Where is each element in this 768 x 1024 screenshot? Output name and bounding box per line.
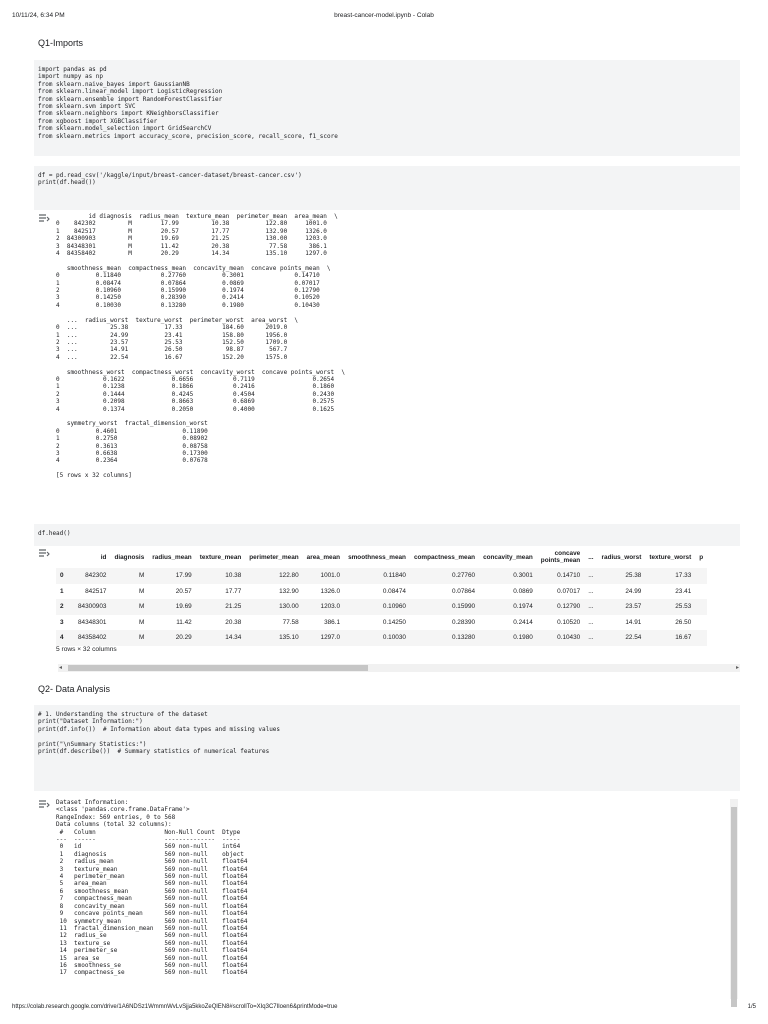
- table-cell: 842302: [74, 568, 110, 584]
- table-cell: 0.10960: [344, 599, 410, 615]
- output-toggle-icon[interactable]: [38, 213, 50, 223]
- table-cell: 0.0869: [513, 587, 533, 595]
- table-cell: ...: [588, 587, 594, 595]
- table-cell: 25.38: [598, 568, 646, 584]
- column-header: texture_worst: [649, 553, 692, 561]
- row-index: 0: [56, 568, 74, 584]
- table-cell: 17.99: [148, 568, 195, 584]
- table-cell: 84358402: [74, 630, 110, 646]
- scroll-right-icon[interactable]: ▸: [735, 664, 739, 671]
- print-datetime: 10/11/24, 6:34 PM: [12, 12, 65, 19]
- scrollbar-thumb[interactable]: [731, 807, 737, 1007]
- table-cell: [695, 584, 707, 600]
- code-imports[interactable]: import pandas as pd import numpy as np from sklearn.naive_bayes import GaussianNB from sklearn.linear_model import LogisticRegression from sklearn.ensemble import RandomForestClassifier from sklearn.svm import SVC from sklearn.neighbors import KNeighborsClassifier from xgboost import XGBClassifier from sklearn.model_selection import GridSearchCV from sklearn.metrics import accuracy_score, precision_score, recall_score, f1_score: [38, 66, 338, 140]
- output-info: [34, 799, 740, 999]
- code-analysis[interactable]: # 1. Understanding the structure of the dataset print("Dataset Information:") print(df.info()) # Information about data types and missing values print("\nSummary Statistics:") print(df.describe()) # Summary statistics of numerical features: [38, 711, 281, 756]
- table-cell: 0.10430: [537, 630, 584, 646]
- code-cell-df-head[interactable]: [34, 524, 740, 546]
- code-cell-imports[interactable]: [34, 60, 740, 156]
- table-cell: ...: [584, 568, 597, 584]
- table-row: [56, 568, 707, 584]
- table-cell: 23.41: [675, 587, 692, 595]
- print-header: [12, 12, 756, 24]
- column-header: perimeter_mean: [249, 553, 299, 561]
- table-cell: 11.42: [176, 618, 192, 626]
- row-index: 4: [56, 630, 74, 646]
- table-cell: 122.80: [245, 568, 302, 584]
- table-cell: ...: [588, 618, 594, 626]
- table-cell: 0.14710: [537, 568, 584, 584]
- section-heading-q2: Q2- Data Analysis: [38, 684, 111, 694]
- table-cell: 1297.0: [303, 630, 344, 646]
- table-cell: [695, 599, 707, 615]
- table-cell: ...: [584, 599, 597, 615]
- table-cell: M: [110, 630, 148, 646]
- table-row: [56, 630, 707, 646]
- scrollbar-thumb[interactable]: [68, 665, 368, 671]
- stdout-info-text: Dataset Information: <class 'pandas.core.frame.DataFrame'> RangeIndex: 569 entries, 0 to 568 Data columns (total 32 columns): # Column Non-Null Count Dtype --- ------ -------------- ----- 0 id 569 non-null int64 1 diagnosis 569 non-null object 2 radius_mean 569 non-null float64 3 texture_mean 569 non-null float64 4 perimeter_mean 569 non-null float64 5 area_mean 569 non-null float64 6 smoothness_mean 569 non-null float64 7 compactness_mean 569 non-null float64 8 concavity_mean 569 non-null float64 9 concave points_mean 569 non-null float64 10 symmetry_mean 569 non-null float64 11 fractal_dimension_mean 569 non-null float64 12 radius_se 569 non-null float64 13 texture_se 569 non-null float64 14 perimeter_se 569 non-null float64 15 area_se 569 non-null float64 16 smoothness_se 569 non-null float64 17 compactness_se 569 non-null float64: [56, 799, 248, 977]
- row-index: 2: [56, 599, 74, 615]
- table-cell: 0.10520: [557, 618, 581, 626]
- column-header: concave points_mean: [540, 550, 581, 564]
- table-cell: [695, 630, 707, 646]
- table-cell: 26.50: [675, 618, 692, 626]
- dataframe-table: [56, 546, 707, 646]
- table-cell: 386.1: [324, 618, 341, 626]
- code-cell-read-csv[interactable]: [34, 166, 740, 210]
- table-cell: 0.27760: [410, 568, 479, 584]
- table-cell: 0.14250: [382, 618, 406, 626]
- rows-columns-note: 5 rows × 32 columns: [56, 646, 117, 653]
- column-header: id: [100, 553, 107, 561]
- table-cell: 24.99: [625, 587, 642, 595]
- table-cell: 19.69: [148, 599, 195, 615]
- table-cell: 0.13280: [410, 630, 479, 646]
- table-cell: 0.3001: [479, 568, 537, 584]
- table-cell: 0.07017: [557, 587, 581, 595]
- table-cell: M: [138, 618, 145, 626]
- column-header: p: [699, 553, 704, 561]
- column-header: smoothness_mean: [348, 553, 406, 561]
- table-cell: 0.1980: [479, 630, 537, 646]
- horizontal-scrollbar[interactable]: [58, 664, 740, 672]
- table-cell: 0.28390: [451, 618, 476, 626]
- column-header: ...: [588, 553, 594, 561]
- table-cell: [695, 568, 707, 584]
- table-row: [56, 584, 707, 600]
- column-header: radius_mean: [152, 553, 192, 561]
- table-cell: 21.25: [196, 599, 246, 615]
- table-cell: [695, 615, 707, 631]
- table-cell: 0.11840: [344, 568, 410, 584]
- table-cell: 10.38: [196, 568, 246, 584]
- table-cell: 0.08474: [382, 587, 406, 595]
- table-cell: 25.53: [645, 599, 695, 615]
- print-title: breast-cancer-model.ipynb - Colab: [334, 12, 434, 19]
- column-header: [56, 546, 74, 568]
- table-cell: 20.57: [175, 587, 192, 595]
- table-cell: 1001.0: [303, 568, 344, 584]
- table-cell: 77.58: [282, 618, 299, 626]
- column-header: radius_worst: [601, 553, 642, 561]
- print-footer: [12, 1004, 756, 1016]
- table-cell: M: [110, 599, 148, 615]
- stdout-head-text: id diagnosis radius_mean texture_mean perimeter_mean area_mean \ 0 842302 M 17.99 10.38 122.80 1001.0 1 842517 M 20.57 17.77 132.90 1326.0 2 84300903 M 19.69 21.25 130.00 1203.0 3 84348301 M 11.42 20.38 77.58 386.1 4 84358402 M 20.29 14.34 135.10 1297.0 smoothness_mean compactness_mean concavity_mean concave points_mean \ 0 0.11840 0.27760 0.3001 0.14710 1 0.08474 0.07864 0.0869 0.07017 2 0.10960 0.15990 0.1974 0.12790 3 0.14250 0.28390 0.2414 0.10520 4 0.10030 0.13280 0.1980 0.10430 ... radius_worst texture_worst perimeter_worst area_worst \ 0 ... 25.38 17.33 184.60 2019.0 1 ... 24.99 23.41 158.80 1956.0 2 ... 23.57 25.53 152.50 1709.0 3 ... 14.91 26.50 98.87 567.7 4 ... 22.54 16.67 152.20 1575.0 smoothness_worst compactness_worst concavity_worst concave points_worst \ 0 0.1622 0.6656 0.7119 0.2654 1 0.1238 0.1866 0.2416 0.1860 2 0.1444 0.4245 0.4504 0.2430 3 0.2098 0.8663 0.6869 0.2575 4 0.1374 0.2050 0.4000 0.1625 symmetry_worst fractal_dimension_worst 0 0.4601 0.11890 1 0.2750 0.08902 2 0.3613 0.08758 3 0.6638 0.17300 4 0.2364 0.07678 [5 rows x 32 columns]: [56, 213, 345, 480]
- code-df-head[interactable]: df.head(): [38, 530, 71, 537]
- table-cell: 20.29: [148, 630, 195, 646]
- table-cell: ...: [584, 630, 597, 646]
- scroll-left-icon[interactable]: ◂: [59, 664, 63, 671]
- column-header: area_mean: [306, 553, 341, 561]
- table-cell: 17.77: [225, 587, 242, 595]
- output-toggle-icon[interactable]: [38, 548, 50, 558]
- table-cell: 0.15990: [410, 599, 479, 615]
- table-cell: 14.91: [625, 618, 642, 626]
- output-df-head: [34, 546, 740, 670]
- column-header: compactness_mean: [413, 553, 476, 561]
- table-cell: 84300903: [74, 599, 110, 615]
- column-header: concavity_mean: [483, 553, 533, 561]
- code-cell-analysis[interactable]: [34, 705, 740, 791]
- table-row: [56, 615, 707, 631]
- print-url: https://colab.research.google.com/drive/1A6NDSz1WmmnWvLvSjja5kkoZeQlEN8#scrollTo=XIq3C7Iloen6&printMode=true: [12, 1004, 338, 1010]
- print-page-number: 1/5: [747, 1004, 756, 1010]
- table-cell: 0.12790: [537, 599, 584, 615]
- table-cell: 0.07864: [451, 587, 476, 595]
- table-cell: 1326.0: [320, 587, 341, 595]
- output-print-head: [34, 213, 740, 513]
- table-cell: 16.67: [645, 630, 695, 646]
- column-header: diagnosis: [114, 553, 145, 561]
- table-cell: M: [138, 587, 145, 595]
- table-cell: 1203.0: [303, 599, 344, 615]
- table-cell: 17.33: [645, 568, 695, 584]
- table-row: [56, 599, 707, 615]
- table-cell: 0.10030: [344, 630, 410, 646]
- table-cell: 0.1974: [479, 599, 537, 615]
- table-cell: 14.34: [196, 630, 246, 646]
- table-header-row: [56, 546, 707, 568]
- table-cell: 22.54: [598, 630, 646, 646]
- table-cell: 20.38: [225, 618, 242, 626]
- vertical-scrollbar[interactable]: [730, 799, 738, 999]
- table-cell: M: [110, 568, 148, 584]
- table-cell: 135.10: [245, 630, 302, 646]
- table-cell: 0.2414: [513, 618, 533, 626]
- code-read-csv[interactable]: df = pd.read_csv('/kaggle/input/breast-cancer-dataset/breast-cancer.csv') print(df.head()): [38, 172, 302, 187]
- row-index: 1: [60, 587, 64, 595]
- table-cell: 132.90: [279, 587, 299, 595]
- section-heading-q1: Q1-Imports: [38, 38, 84, 48]
- table-cell: 23.57: [598, 599, 646, 615]
- table-cell: 130.00: [245, 599, 302, 615]
- column-header: texture_mean: [199, 553, 242, 561]
- table-cell: 842517: [85, 587, 107, 595]
- output-toggle-icon[interactable]: [38, 799, 50, 809]
- table-cell: 84348301: [78, 618, 107, 626]
- row-index: 3: [60, 618, 64, 626]
